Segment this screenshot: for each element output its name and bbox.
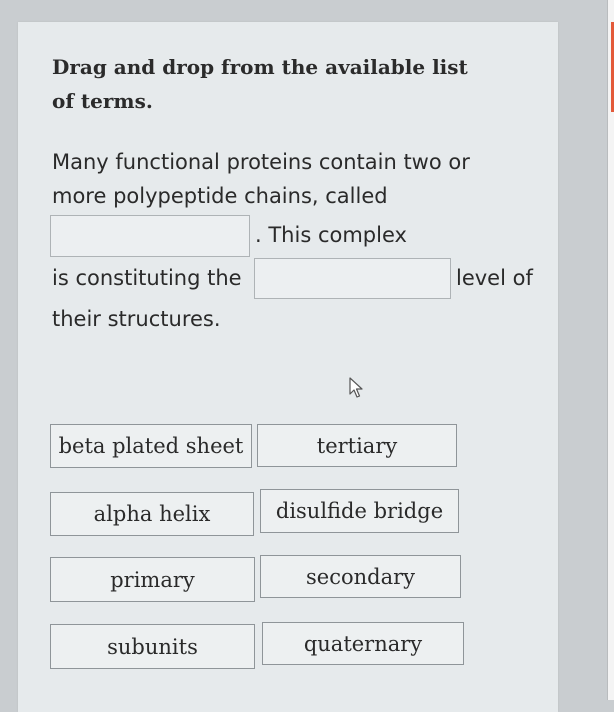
term-quaternary[interactable]: quaternary [262,622,464,665]
sentence-part-4: level of [456,266,533,290]
term-subunits[interactable]: subunits [50,624,255,669]
side-edge-strip [607,0,614,700]
term-primary[interactable]: primary [50,557,255,602]
term-alpha-helix[interactable]: alpha helix [50,492,254,536]
instruction-text: Drag and drop from the available list of terms. [52,55,468,113]
drop-zone-1[interactable] [50,215,250,257]
question-panel [18,22,558,712]
sentence-line-1: Many functional proteins contain two or [52,150,470,174]
sentence-part-2: . This complex [255,223,407,247]
sentence-part-3: is constituting the [52,266,242,290]
mouse-pointer-icon [347,376,365,400]
sentence-line-2: more polypeptide chains, called [52,184,388,208]
term-tertiary[interactable]: tertiary [257,424,457,467]
drop-zone-2[interactable] [254,258,451,299]
term-secondary[interactable]: secondary [260,555,461,598]
sentence-part-5: their structures. [52,307,221,331]
term-disulfide-bridge[interactable]: disulfide bridge [260,489,459,533]
term-beta-plated-sheet[interactable]: beta plated sheet [50,424,252,468]
